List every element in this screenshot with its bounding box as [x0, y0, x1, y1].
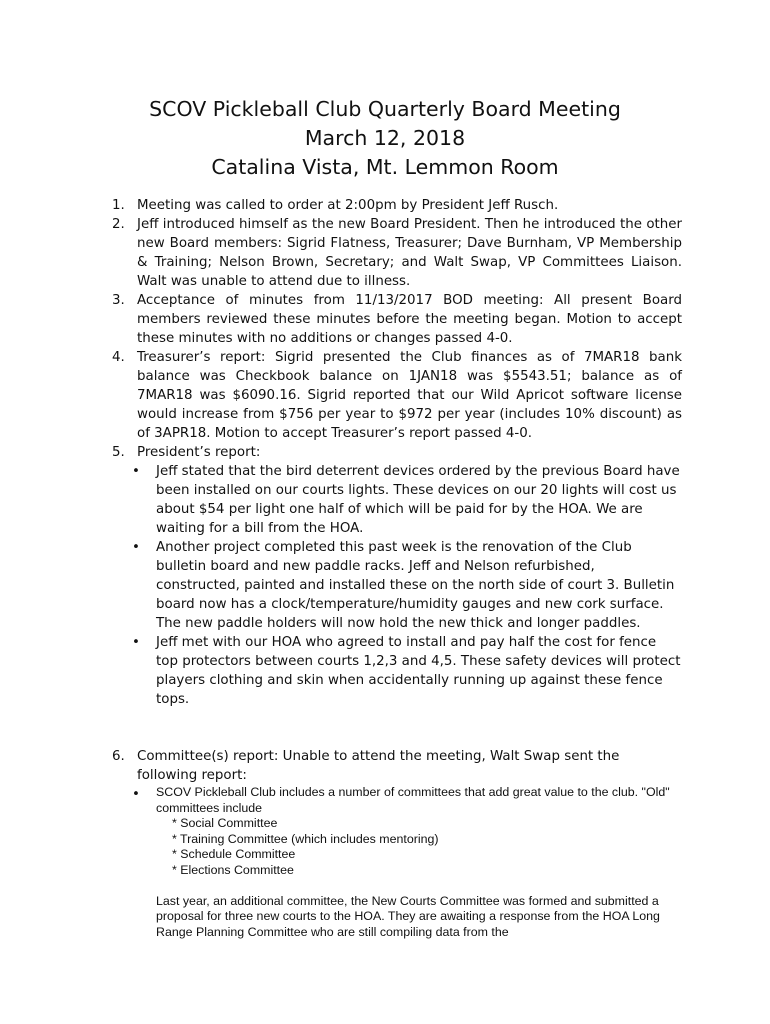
bullet-text: Jeff stated that the bird deterrent devices ordered by the previous Board have been installed on our courts lights. These devices on our 20 lights will cost us about $54 per light one half of which will be paid for by the HOA. We are waiting for a bill from the HOA. [156, 464, 680, 536]
meeting-location: Catalina Vista, Mt. Lemmon Room [211, 155, 559, 179]
item-number: 1. [112, 198, 125, 213]
item-text: Treasurer’s report: Sigrid presented the Club finances as of 7MAR18 bank balance was Checkbook balance on 1JAN18 was $5543.51; balance as of 7MAR18 was $6090.16. Sigrid reported that our Wild Apricot software license would increase from $756 per year to $972 per year (includes 10% discount) as of 3APR18. Motion to accept Treasurer’s report passed 4-0. [137, 350, 682, 441]
item-text: Meeting was called to order at 2:00pm by President Jeff Rusch. [137, 198, 559, 213]
spacer [112, 709, 682, 747]
bullet-icon: • [132, 787, 140, 802]
meeting-date: March 12, 2018 [304, 126, 466, 150]
list-item [112, 215, 682, 291]
committee-entry: * Elections Committee [172, 862, 294, 877]
report-paragraph: Last year, an additional committee, the New Courts Committee was formed and submitted a proposal for three new courts to the HOA. They are awaiting a response from the HOA Long Range Planning Committee who are still compiling data from the [156, 893, 660, 939]
list-item [112, 291, 682, 348]
list-item [112, 196, 682, 215]
item-number: 3. [112, 293, 125, 308]
bullet-icon: • [132, 464, 140, 479]
bullet-icon: • [132, 635, 140, 650]
bullet-item [132, 633, 682, 709]
item-number: 4. [112, 350, 125, 365]
item-number: 2. [112, 217, 125, 232]
committee-report [156, 785, 682, 940]
item-text: Acceptance of minutes from 11/13/2017 BOD meeting: All present Board members reviewed these minutes before the meeting began. Motion to accept these minutes with no additions or changes passed 4-0. [137, 293, 682, 346]
item-number: 6. [112, 749, 125, 764]
list-item [112, 747, 682, 785]
bullet-text: Another project completed this past week is the renovation of the Club bulletin board and new paddle racks. Jeff and Nelson refurbished, constructed, painted and installed these on the north side of court 3. Bulletin board now has a clock/temperature/humidity gauges and new cork surface. The new paddle holders will now hold the new thick and longer paddles. [156, 540, 675, 631]
list-item [112, 348, 682, 443]
document-title: SCOV Pickleball Club Quarterly Board Meeting [149, 97, 621, 121]
report-intro: SCOV Pickleball Club includes a number of committees that add great value to the club. "Old" committees include [156, 785, 670, 815]
committee-entry: * Social Committee [172, 816, 278, 831]
item-number: 5. [112, 445, 125, 460]
minutes-list [112, 196, 682, 940]
president-report-bullets [112, 462, 682, 709]
bullet-text: Jeff met with our HOA who agreed to install and pay half the cost for fence top protectors between courts 1,2,3 and 4,5. These safety devices will protect players clothing and skin when accidentally running up against these fence tops. [156, 635, 681, 707]
bullet-icon: • [132, 540, 140, 555]
bullet-item [132, 538, 682, 633]
item-text: Committee(s) report: Unable to attend the meeting, Walt Swap sent the following report: [137, 749, 620, 783]
committee-entry: * Schedule Committee [172, 847, 296, 862]
bullet-item [132, 462, 682, 538]
committee-report-bullets [112, 785, 682, 940]
committee-entry: * Training Committee (which includes mentoring) [172, 831, 439, 846]
item-text: Jeff introduced himself as the new Board President. Then he introduced the other new Board members: Sigrid Flatness, Treasurer; Dave Burnham, VP Membership & Training; Nelson Brown, Secretary; and Walt Swap, VP Committees Liaison. Walt was unable to attend due to illness. [137, 217, 682, 289]
bullet-item [132, 785, 682, 940]
list-item [112, 443, 682, 462]
item-text: President’s report: [137, 445, 261, 460]
